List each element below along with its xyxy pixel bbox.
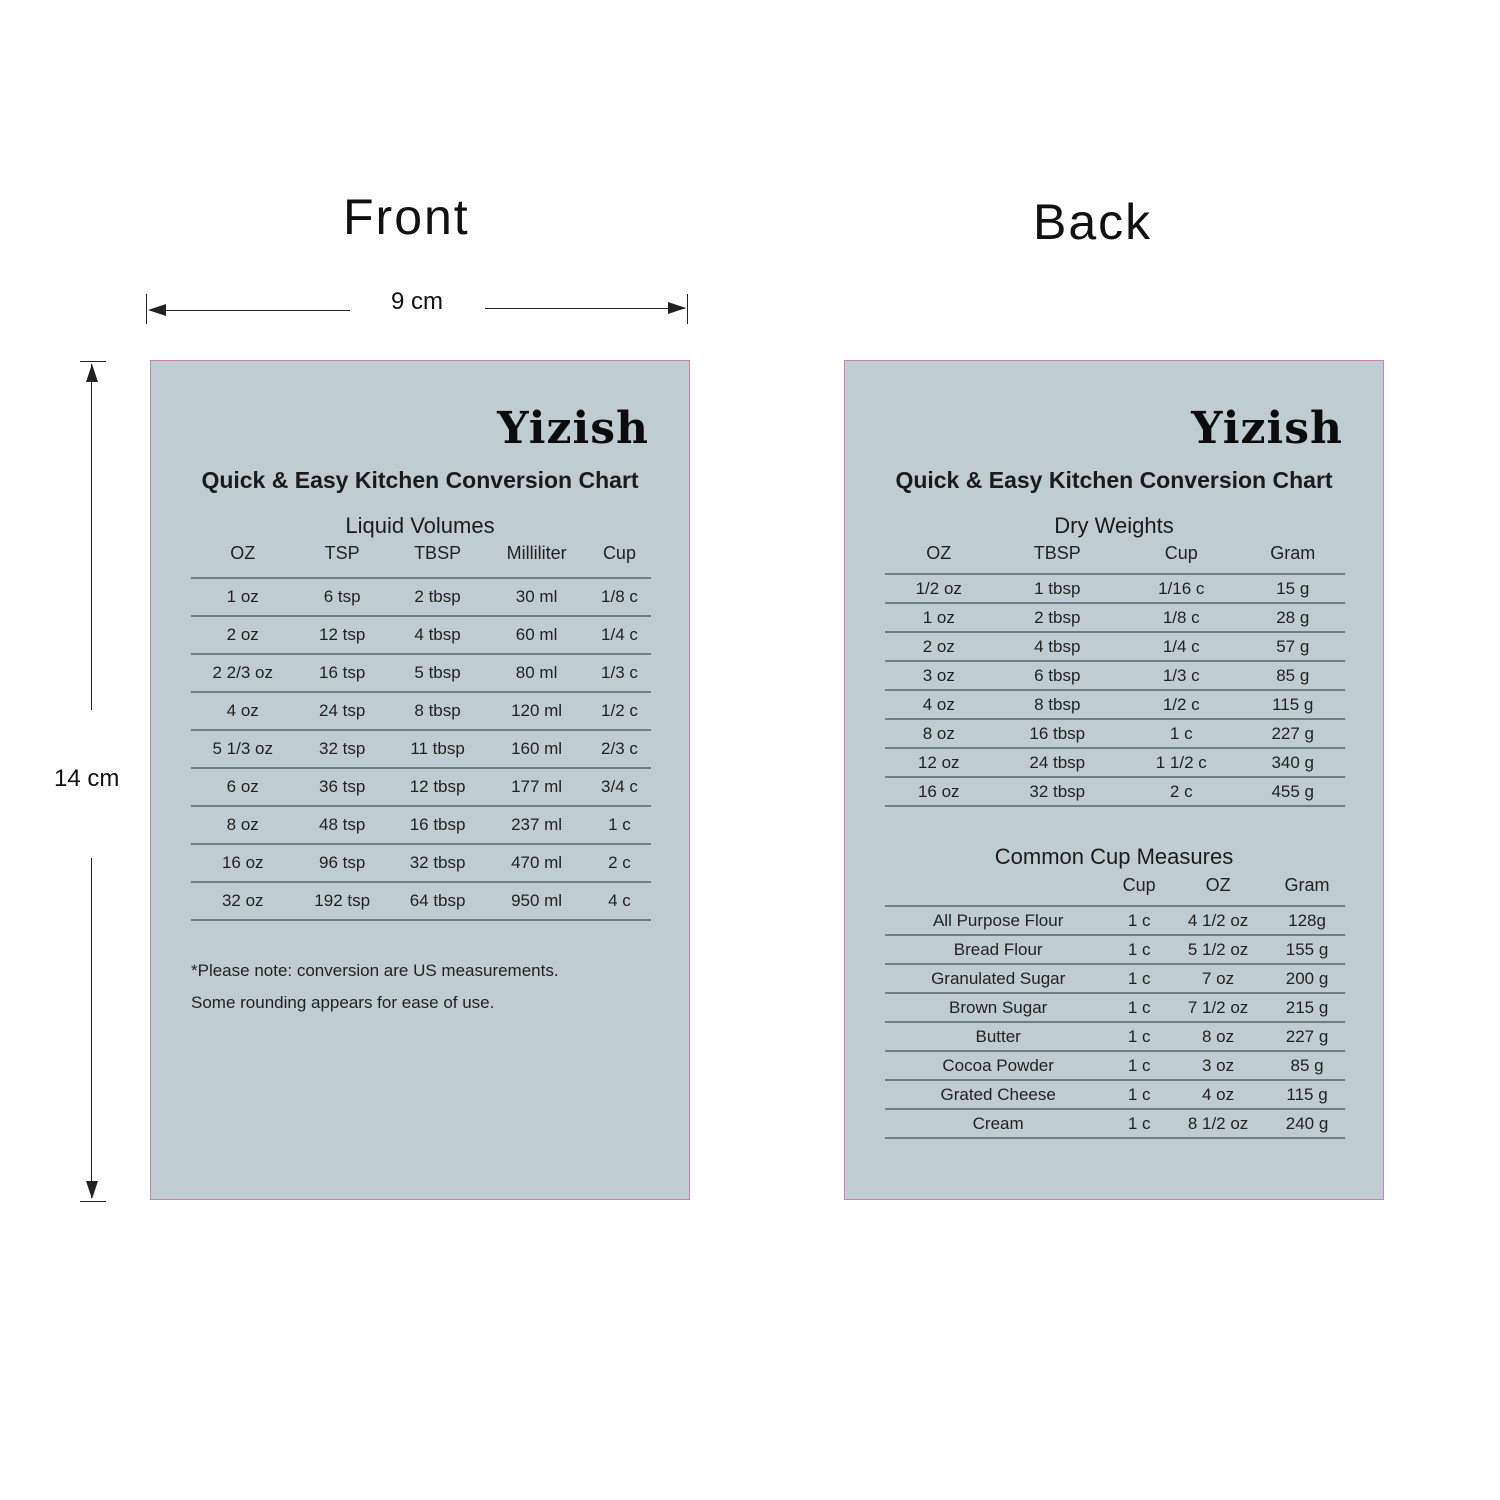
table-row: [885, 748, 1345, 777]
table-cell: 227 g: [1269, 1022, 1345, 1051]
table-cell: 1 c: [1111, 1109, 1167, 1138]
table-cell: 48 tsp: [294, 806, 389, 844]
table-cell: 1 1/2 c: [1122, 748, 1241, 777]
table-row: [885, 935, 1345, 964]
column-header: Gram: [1269, 875, 1345, 906]
table-cell: 1/3 c: [588, 654, 651, 692]
back-label: Back: [1033, 194, 1153, 250]
table-cell: 24 tbsp: [993, 748, 1122, 777]
table-cell: 128g: [1269, 906, 1345, 935]
table-cell: 120 ml: [485, 692, 588, 730]
table-cell: 3 oz: [1167, 1051, 1269, 1080]
table-cell: 2 tbsp: [390, 578, 485, 616]
dry-weights-title: Dry Weights: [1054, 513, 1174, 538]
table-row: [885, 993, 1345, 1022]
table-cell: 2 2/3 oz: [191, 654, 294, 692]
table-row: [885, 1022, 1345, 1051]
table-cell: 1/3 c: [1122, 661, 1241, 690]
table-cell: 455 g: [1241, 777, 1346, 806]
table-cell: 16 tbsp: [993, 719, 1122, 748]
table-cell: Grated Cheese: [885, 1080, 1111, 1109]
table-cell: 1 c: [588, 806, 651, 844]
table-cell: 2 c: [1122, 777, 1241, 806]
table-row: [885, 603, 1345, 632]
table-row: [885, 661, 1345, 690]
table-cell: 160 ml: [485, 730, 588, 768]
liquid-volumes-title: Liquid Volumes: [345, 513, 495, 538]
table-cell: 85 g: [1241, 661, 1346, 690]
column-header: Cup: [588, 543, 651, 578]
table-cell: 1 c: [1122, 719, 1241, 748]
common-cup-measures-title: Common Cup Measures: [994, 844, 1234, 869]
table-cell: 15 g: [1241, 574, 1346, 603]
table-cell: 1 tbsp: [993, 574, 1122, 603]
table-cell: 1 oz: [885, 603, 993, 632]
table-cell: All Purpose Flour: [885, 906, 1111, 935]
table-row: [191, 616, 651, 654]
table-cell: 36 tsp: [294, 768, 389, 806]
table-cell: 2 c: [588, 844, 651, 882]
table-cell: 240 g: [1269, 1109, 1345, 1138]
table-cell: 3/4 c: [588, 768, 651, 806]
table-cell: 227 g: [1241, 719, 1346, 748]
table-cell: Cocoa Powder: [885, 1051, 1111, 1080]
column-header: OZ: [1167, 875, 1269, 906]
table-row: [191, 578, 651, 616]
dry-weights-table: [885, 543, 1345, 807]
table-cell: 16 oz: [191, 844, 294, 882]
table-cell: 64 tbsp: [390, 882, 485, 920]
table-cell: 1/8 c: [1122, 603, 1241, 632]
card-title: Quick & Easy Kitchen Conversion Chart: [895, 467, 1333, 493]
table-cell: 2 oz: [191, 616, 294, 654]
table-cell: 5 tbsp: [390, 654, 485, 692]
table-cell: 6 tbsp: [993, 661, 1122, 690]
table-cell: 85 g: [1269, 1051, 1345, 1080]
table-cell: 32 oz: [191, 882, 294, 920]
table-cell: 215 g: [1269, 993, 1345, 1022]
table-cell: 2 oz: [885, 632, 993, 661]
table-cell: 57 g: [1241, 632, 1346, 661]
table-cell: 1/4 c: [1122, 632, 1241, 661]
table-cell: 5 1/2 oz: [1167, 935, 1269, 964]
column-header: Milliliter: [485, 543, 588, 578]
table-cell: 192 tsp: [294, 882, 389, 920]
table-cell: 28 g: [1241, 603, 1346, 632]
table-cell: 1 c: [1111, 1022, 1167, 1051]
column-header: TSP: [294, 543, 389, 578]
table-cell: 4 oz: [191, 692, 294, 730]
brand-logo: Yizish: [497, 403, 649, 454]
table-row: [885, 906, 1345, 935]
table-cell: 32 tbsp: [993, 777, 1122, 806]
table-cell: 4 c: [588, 882, 651, 920]
column-header: OZ: [885, 543, 993, 574]
table-cell: 2/3 c: [588, 730, 651, 768]
table-row: [191, 882, 651, 920]
table-cell: 12 tbsp: [390, 768, 485, 806]
table-cell: 1/2 c: [1122, 690, 1241, 719]
column-header: Cup: [1111, 875, 1167, 906]
table-cell: 4 oz: [1167, 1080, 1269, 1109]
table-cell: 1/16 c: [1122, 574, 1241, 603]
table-cell: Bread Flour: [885, 935, 1111, 964]
front-card: [150, 360, 690, 1200]
table-cell: 6 oz: [191, 768, 294, 806]
note-line-1: *Please note: conversion are US measurements.: [191, 961, 559, 980]
table-cell: 16 tsp: [294, 654, 389, 692]
table-cell: 1 c: [1111, 906, 1167, 935]
table-row: [191, 654, 651, 692]
table-cell: 60 ml: [485, 616, 588, 654]
table-cell: 7 oz: [1167, 964, 1269, 993]
table-row: [885, 574, 1345, 603]
table-cell: 30 ml: [485, 578, 588, 616]
table-row: [191, 730, 651, 768]
table-cell: 12 tsp: [294, 616, 389, 654]
table-cell: 12 oz: [885, 748, 993, 777]
table-cell: 8 1/2 oz: [1167, 1109, 1269, 1138]
table-cell: 115 g: [1269, 1080, 1345, 1109]
table-cell: 6 tsp: [294, 578, 389, 616]
table-cell: 1 c: [1111, 993, 1167, 1022]
table-cell: 1/2 oz: [885, 574, 993, 603]
table-cell: 4 oz: [885, 690, 993, 719]
liquid-volumes-table: [191, 543, 651, 921]
table-row: [885, 632, 1345, 661]
table-cell: Cream: [885, 1109, 1111, 1138]
table-cell: 950 ml: [485, 882, 588, 920]
table-cell: 1 oz: [191, 578, 294, 616]
table-cell: Brown Sugar: [885, 993, 1111, 1022]
brand-logo: Yizish: [1191, 403, 1343, 454]
table-cell: 115 g: [1241, 690, 1346, 719]
table-row: [191, 768, 651, 806]
table-row: [885, 1109, 1345, 1138]
table-cell: Butter: [885, 1022, 1111, 1051]
table-cell: 1/8 c: [588, 578, 651, 616]
table-cell: 1/2 c: [588, 692, 651, 730]
table-cell: 16 oz: [885, 777, 993, 806]
table-cell: 96 tsp: [294, 844, 389, 882]
table-cell: 8 tbsp: [390, 692, 485, 730]
table-cell: 4 tbsp: [390, 616, 485, 654]
table-cell: Granulated Sugar: [885, 964, 1111, 993]
table-cell: 4 tbsp: [993, 632, 1122, 661]
table-row: [885, 719, 1345, 748]
table-cell: 8 tbsp: [993, 690, 1122, 719]
column-header: TBSP: [993, 543, 1122, 574]
table-row: [885, 964, 1345, 993]
table-cell: 32 tbsp: [390, 844, 485, 882]
height-label: 14 cm: [54, 765, 120, 792]
table-cell: 16 tbsp: [390, 806, 485, 844]
table-cell: 8 oz: [885, 719, 993, 748]
table-row: [885, 1080, 1345, 1109]
table-cell: 155 g: [1269, 935, 1345, 964]
common-cup-measures-table: [885, 875, 1345, 1139]
table-cell: 2 tbsp: [993, 603, 1122, 632]
table-cell: 3 oz: [885, 661, 993, 690]
column-header: Gram: [1241, 543, 1346, 574]
back-card: [844, 360, 1384, 1200]
table-cell: 32 tsp: [294, 730, 389, 768]
table-cell: 1 c: [1111, 1080, 1167, 1109]
front-label: Front: [343, 189, 470, 245]
table-cell: 1/4 c: [588, 616, 651, 654]
width-label: 9 cm: [391, 288, 444, 315]
table-cell: 8 oz: [191, 806, 294, 844]
column-header: Cup: [1122, 543, 1241, 574]
table-cell: 340 g: [1241, 748, 1346, 777]
table-row: [191, 844, 651, 882]
table-cell: 1 c: [1111, 935, 1167, 964]
table-cell: 177 ml: [485, 768, 588, 806]
table-cell: 1 c: [1111, 964, 1167, 993]
table-cell: 24 tsp: [294, 692, 389, 730]
table-cell: 5 1/3 oz: [191, 730, 294, 768]
table-row: [885, 690, 1345, 719]
column-header: [885, 875, 1111, 906]
table-cell: 8 oz: [1167, 1022, 1269, 1051]
table-cell: 4 1/2 oz: [1167, 906, 1269, 935]
column-header: OZ: [191, 543, 294, 578]
note-line-2: Some rounding appears for ease of use.: [191, 993, 495, 1012]
table-cell: 7 1/2 oz: [1167, 993, 1269, 1022]
column-header: TBSP: [390, 543, 485, 578]
table-cell: 1 c: [1111, 1051, 1167, 1080]
table-cell: 80 ml: [485, 654, 588, 692]
table-cell: 200 g: [1269, 964, 1345, 993]
card-title: Quick & Easy Kitchen Conversion Chart: [201, 467, 639, 493]
table-row: [885, 777, 1345, 806]
table-cell: 237 ml: [485, 806, 588, 844]
table-cell: 11 tbsp: [390, 730, 485, 768]
table-cell: 470 ml: [485, 844, 588, 882]
table-row: [191, 692, 651, 730]
table-row: [191, 806, 651, 844]
table-row: [885, 1051, 1345, 1080]
